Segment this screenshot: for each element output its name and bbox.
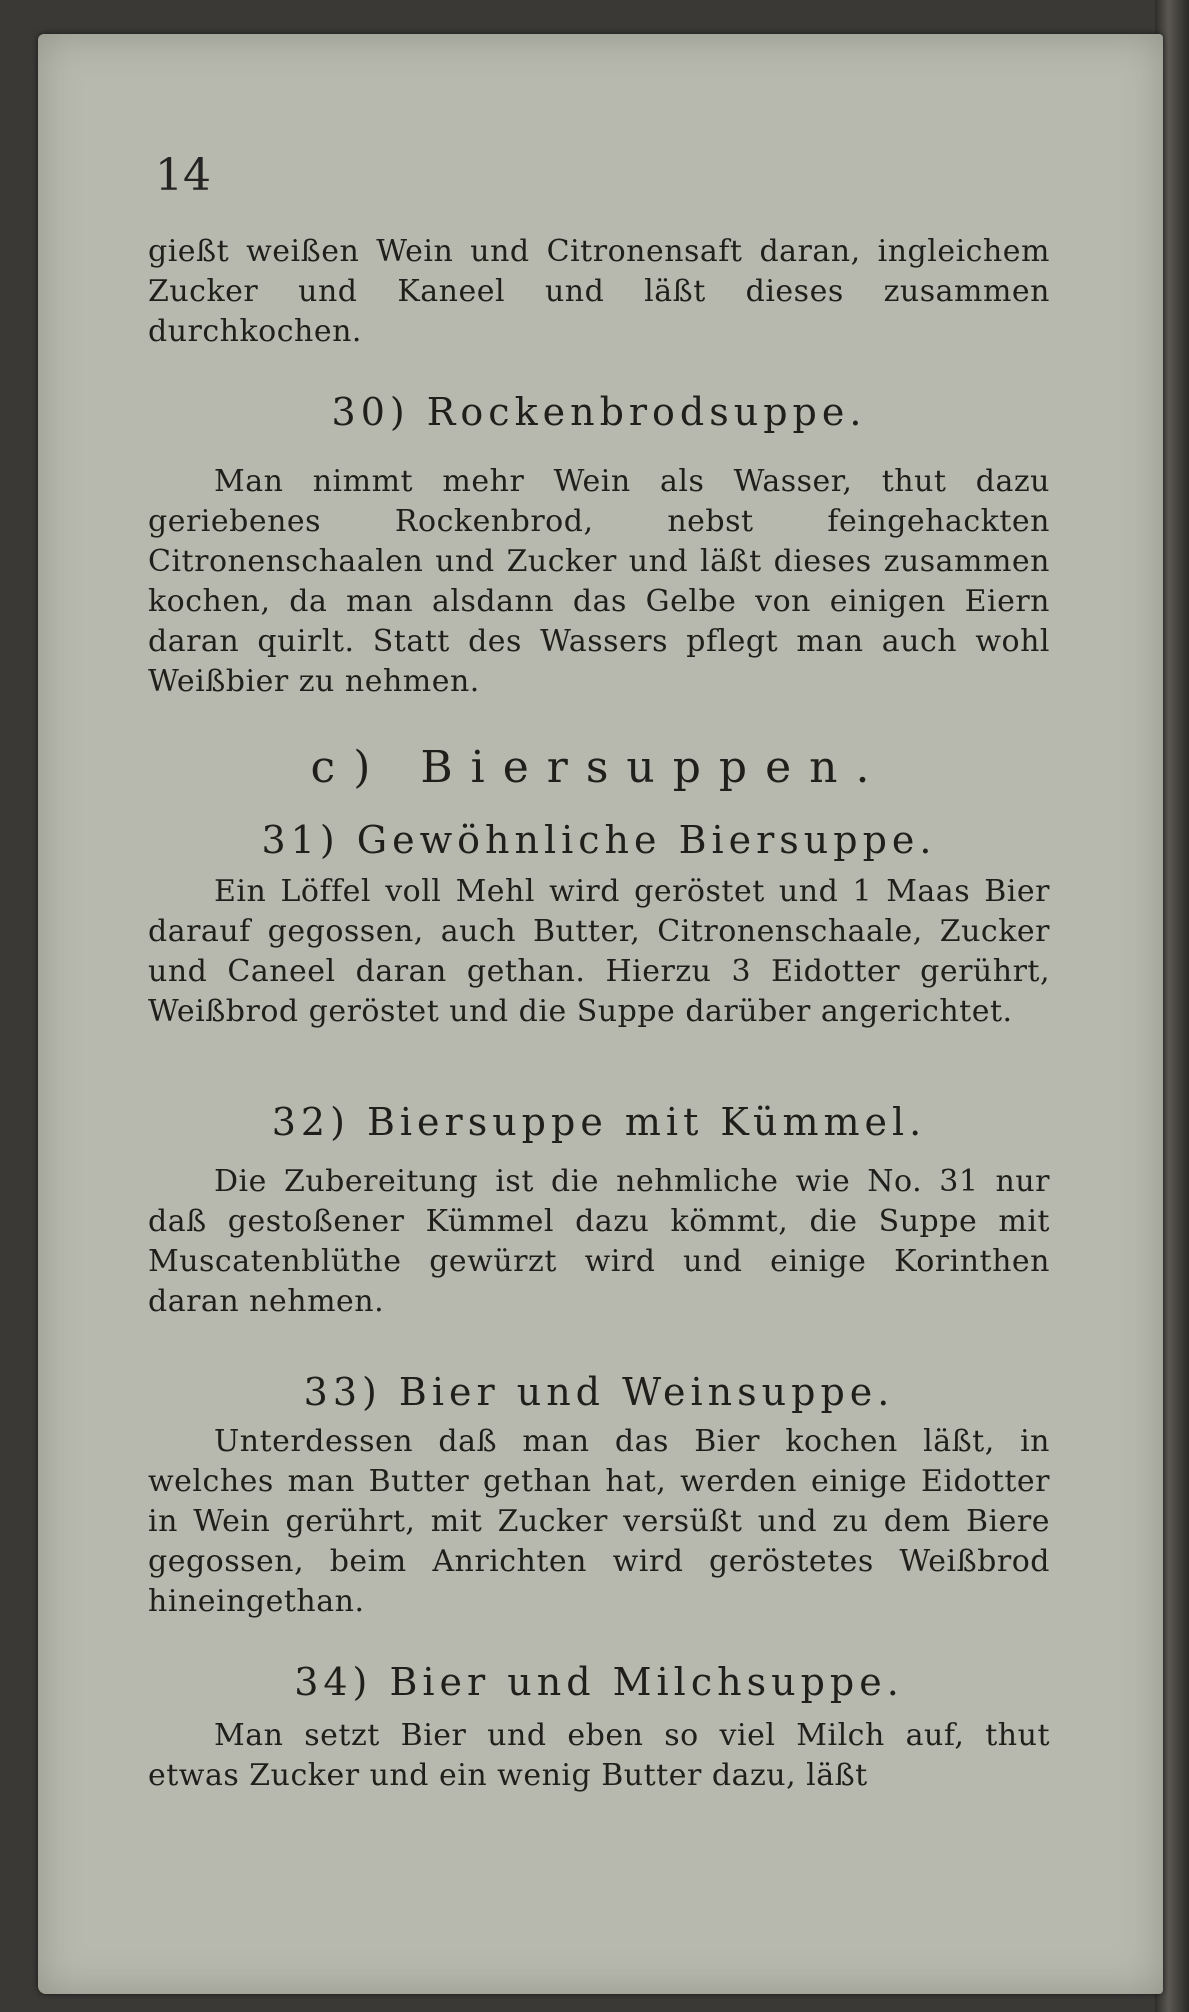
recipe-34-text: Man setzt Bier und eben so viel Milch auf, thut etwas Zucker und ein wenig Butter dazu, läßt <box>148 1718 1050 1793</box>
intro-paragraph: gießt weißen Wein und Citronensaft daran, ingleichem Zucker und Kaneel und läßt dieses zusammen durchkochen. <box>148 234 1050 349</box>
section-c-heading: c) Biersuppen. <box>310 742 888 793</box>
recipe-30-text: Man nimmt mehr Wein als Wasser, thut dazu geriebenes Rockenbrod, nebst feingehackten Citronenschaalen und Zucker und läßt dieses zusammen kochen, da man alsdann das Gelbe von einigen Eiern daran quirlt. Statt des Wassers pflegt man auch wohl Weißbier zu nehmen. <box>148 464 1050 699</box>
recipe-32-text: Die Zubereitung ist die nehmliche wie No. 31 nur daß gestoßener Kümmel dazu kömmt, die Suppe mit Muscatenblüthe gewürzt wird und einige Korinthen daran nehmen. <box>148 1164 1050 1319</box>
recipe-31-text: Ein Löffel voll Mehl wird geröstet und 1 Maas Bier darauf gegossen, auch Butter, Citronenschaale, Zucker und Caneel daran gethan. Hierzu 3 Eidotter gerührt, Weißbrod geröstet und die Suppe darüber angerichtet. <box>148 874 1050 1029</box>
recipe-33-title: 33) Bier und Weinsuppe. <box>303 1370 895 1414</box>
recipe-31-title: 31) Gewöhnliche Biersuppe. <box>261 818 937 862</box>
recipe-32-title: 32) Biersuppe mit Kümmel. <box>271 1100 927 1144</box>
recipe-30-title: 30) Rockenbrodsuppe. <box>331 390 867 434</box>
recipe-33-text: Unterdessen daß man das Bier kochen läßt, in welches man Butter gethan hat, werden einige Eidotter in Wein gerührt, mit Zucker versüßt und zu dem Biere gegossen, beim Anrichten wird geröstetes Weißbrod hineingethan. <box>148 1424 1050 1619</box>
recipe-34-title: 34) Bier und Milchsuppe. <box>294 1660 904 1704</box>
page-number: 14 <box>155 150 211 201</box>
